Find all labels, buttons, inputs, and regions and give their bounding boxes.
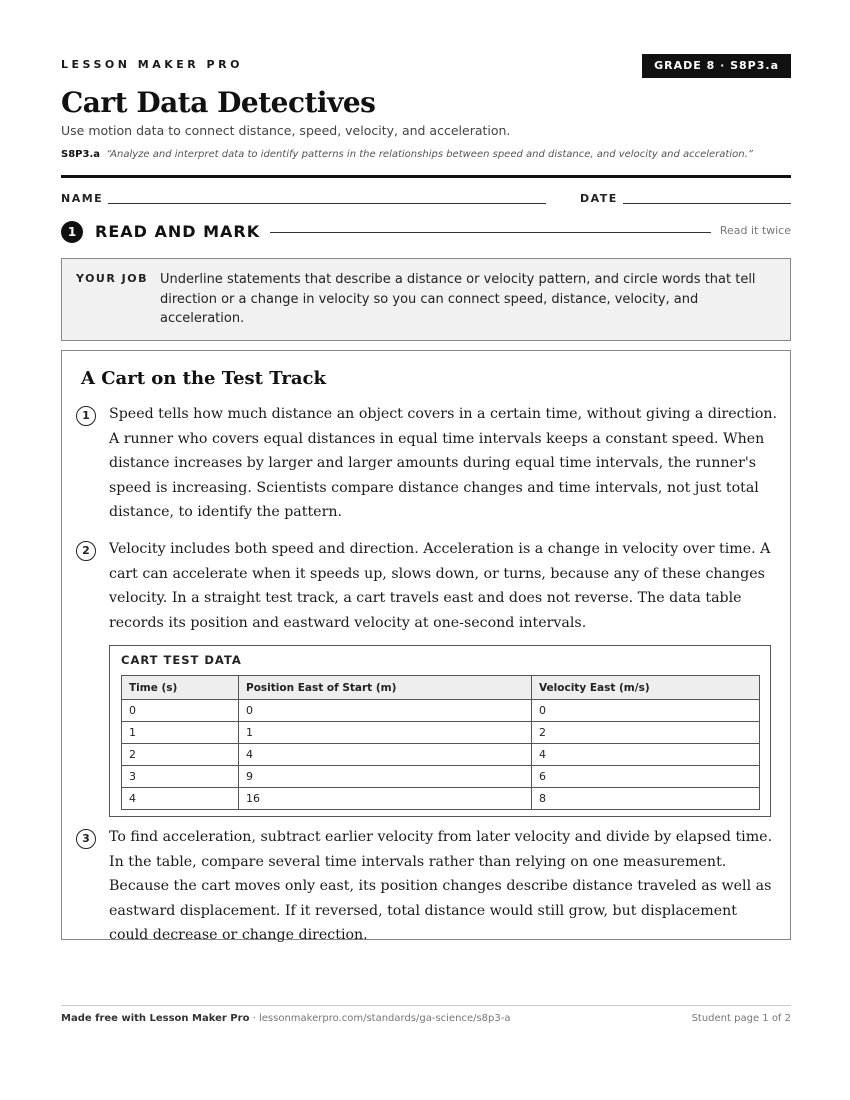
standard-text: “Analyze and interpret data to identify patterns in the relationships between speed and distance, and velocity and acceleration.” bbox=[106, 149, 753, 160]
table-cell: 0 bbox=[239, 700, 532, 722]
table-cell: 1 bbox=[122, 722, 239, 744]
footer-divider bbox=[61, 1005, 791, 1006]
paragraph-number: 2 bbox=[76, 541, 96, 561]
page-title: Cart Data Detectives bbox=[61, 86, 376, 119]
table-cell: 0 bbox=[122, 700, 239, 722]
paragraph-text: Speed tells how much distance an object covers in a certain time, without giving a direction. A runner who covers equal distances in equal time intervals keeps a constant speed. When distance increases by larger and larger amounts during equal time intervals, the runner's speed is increasing. Scientists compare distance changes and time intervals, not just total distance, to identify the pattern. bbox=[109, 406, 778, 520]
job-text: Underline statements that describe a distance or velocity pattern, and circle words that tell direction or a change in velocity so you can connect speed, distance, velocity, and acceleration. bbox=[160, 272, 756, 326]
student-fields bbox=[61, 191, 791, 207]
reading-passage bbox=[61, 350, 791, 943]
section-title: READ AND MARK bbox=[95, 222, 261, 241]
table-row bbox=[122, 744, 760, 766]
name-field[interactable] bbox=[108, 203, 546, 204]
table-header-row bbox=[122, 676, 760, 700]
grade-badge: GRADE 8 · S8P3.a bbox=[642, 54, 791, 78]
header-divider bbox=[61, 175, 791, 178]
job-label: YOUR JOB bbox=[76, 272, 148, 285]
section-number-badge: 1 bbox=[61, 221, 83, 243]
table-row bbox=[122, 700, 760, 722]
section-header bbox=[61, 220, 791, 244]
table-cell: 16 bbox=[239, 788, 532, 810]
data-table-title: CART TEST DATA bbox=[121, 653, 242, 667]
table-row bbox=[122, 722, 760, 744]
table-cell: 1 bbox=[239, 722, 532, 744]
paragraph-text: To find acceleration, subtract earlier velocity from later velocity and divide by elapsed time. In the table, compare several time intervals rather than relying on one measurement. Because the cart moves only east, its position changes describe distance traveled as well as eastward displacement. If it reversed, total distance would still grow, but displacement could decrease or change direction. bbox=[109, 829, 773, 943]
date-field[interactable] bbox=[623, 203, 791, 204]
footer-credit bbox=[61, 1013, 510, 1024]
column-header-velocity: Velocity East (m/s) bbox=[532, 676, 760, 700]
table-cell: 0 bbox=[532, 700, 760, 722]
standard-statement bbox=[61, 149, 753, 160]
reading-title: A Cart on the Test Track bbox=[81, 368, 326, 389]
section-divider bbox=[270, 232, 711, 233]
footer-separator: · bbox=[249, 1013, 259, 1024]
table-cell: 3 bbox=[122, 766, 239, 788]
standard-code: S8P3.a bbox=[61, 149, 100, 160]
section-note: Read it twice bbox=[719, 224, 791, 237]
table-row bbox=[122, 766, 760, 788]
name-label: NAME bbox=[61, 192, 104, 205]
cart-data-box bbox=[109, 645, 771, 817]
footer-url[interactable]: lessonmakerpro.com/standards/ga-science/s8p3-a bbox=[258, 1013, 511, 1024]
table-cell: 8 bbox=[532, 788, 760, 810]
page-subtitle: Use motion data to connect distance, speed, velocity, and acceleration. bbox=[61, 123, 511, 138]
paragraph-number: 3 bbox=[76, 829, 96, 849]
table-cell: 4 bbox=[122, 788, 239, 810]
date-label: DATE bbox=[580, 192, 618, 205]
paragraph-number: 1 bbox=[76, 406, 96, 426]
table-cell: 4 bbox=[532, 744, 760, 766]
job-box bbox=[61, 258, 791, 341]
column-header-position: Position East of Start (m) bbox=[239, 676, 532, 700]
table-cell: 9 bbox=[239, 766, 532, 788]
column-header-time: Time (s) bbox=[122, 676, 239, 700]
table-cell: 2 bbox=[532, 722, 760, 744]
paragraph-text: Velocity includes both speed and direction. Acceleration is a change in velocity over time. A cart can accelerate when it speeds up, slows down, or turns, because any of these changes velocity. In a straight test track, a cart travels east and does not reverse. The data table records its position and eastward velocity at one-second intervals. bbox=[109, 541, 771, 631]
table-cell: 6 bbox=[532, 766, 760, 788]
table-row bbox=[122, 788, 760, 810]
table-cell: 2 bbox=[122, 744, 239, 766]
footer-made-with: Made free with Lesson Maker Pro bbox=[61, 1013, 250, 1024]
brand-name: LESSON MAKER PRO bbox=[61, 58, 243, 71]
top-bar bbox=[61, 54, 791, 78]
cart-data-table bbox=[121, 675, 760, 810]
table-cell: 4 bbox=[239, 744, 532, 766]
footer-page-number: Student page 1 of 2 bbox=[691, 1013, 791, 1024]
